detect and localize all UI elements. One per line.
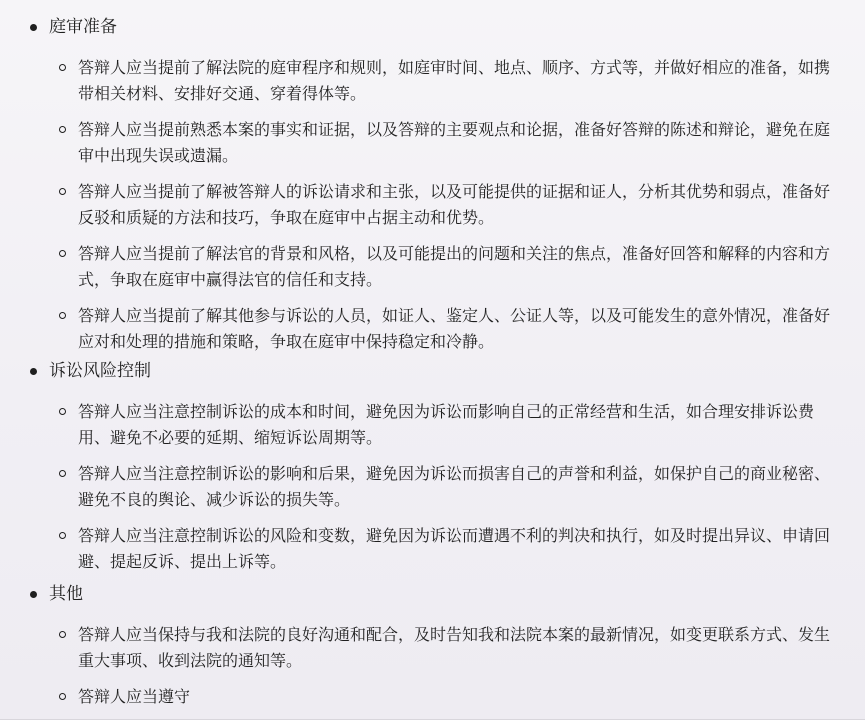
section-heading-text: 庭审准备: [49, 17, 117, 37]
list-item-text: 答辩人应当提前了解法院的庭审程序和规则，如庭审时间、地点、顺序、方式等，并做好相应的准备，如携带相关材料、安排好交通、穿着得体等。: [78, 58, 831, 103]
list-item: [0, 241, 865, 293]
bullet-circle-icon: [59, 408, 66, 415]
list-item-text: 答辩人应当遵守: [78, 687, 191, 706]
list-item: [0, 117, 865, 169]
section-litigation-risk-control: [0, 357, 865, 575]
list-item: [0, 303, 865, 355]
list-item: [0, 399, 865, 451]
section-heading-text: 诉讼风险控制: [49, 361, 151, 381]
list-item: [0, 622, 865, 674]
list-item-text: 答辩人应当注意控制诉讼的风险和变数，避免因为诉讼而遭遇不利的判决和执行，如及时提出异议、申请回避、提起反诉、提出上诉等。: [78, 526, 831, 571]
list-item: [0, 461, 865, 513]
list-item: [0, 523, 865, 575]
bullet-circle-icon: [59, 532, 66, 539]
bullet-circle-icon: [59, 631, 66, 638]
list-item-text: 答辩人应当提前了解法官的背景和风格，以及可能提出的问题和关注的焦点，准备好回答和解释的内容和方式，争取在庭审中赢得法官的信任和支持。: [78, 244, 831, 289]
list-item: [0, 179, 865, 231]
list-item-text: 答辩人应当提前熟悉本案的事实和证据，以及答辩的主要观点和论据，准备好答辩的陈述和辩论，避免在庭审中出现失误或遗漏。: [78, 120, 831, 165]
list-item-text: 答辩人应当保持与我和法院的良好沟通和配合，及时告知我和法院本案的最新情况，如变更联系方式、发生重大事项、收到法院的通知等。: [78, 625, 831, 670]
sub-list: [0, 55, 865, 355]
bullet-circle-icon: [59, 470, 66, 477]
sub-list: [0, 622, 865, 710]
section-other: [0, 580, 865, 710]
bullet-circle-icon: [59, 64, 66, 71]
bullet-dot-icon: [30, 368, 37, 375]
list-item: [0, 55, 865, 107]
bullet-dot-icon: [30, 591, 37, 598]
bullet-circle-icon: [59, 188, 66, 195]
list-item: [0, 684, 865, 710]
bullet-circle-icon: [59, 126, 66, 133]
section-heading: [0, 13, 865, 41]
section-heading: [0, 580, 865, 608]
sub-list: [0, 399, 865, 575]
section-heading: [0, 357, 865, 385]
list-item-text: 答辩人应当提前了解其他参与诉讼的人员，如证人、鉴定人、公证人等，以及可能发生的意外情况，准备好应对和处理的措施和策略，争取在庭审中保持稳定和冷静。: [78, 306, 831, 351]
list-item-text: 答辩人应当注意控制诉讼的成本和时间，避免因为诉讼而影响自己的正常经营和生活，如合理安排诉讼费用、避免不必要的延期、缩短诉讼周期等。: [78, 402, 815, 447]
section-court-preparation: [0, 13, 865, 355]
section-heading-text: 其他: [49, 584, 83, 604]
bullet-circle-icon: [59, 250, 66, 257]
list-item-text: 答辩人应当提前了解被答辩人的诉讼请求和主张，以及可能提供的证据和证人，分析其优势和弱点，准备好反驳和质疑的方法和技巧，争取在庭审中占据主动和优势。: [78, 182, 831, 227]
bullet-circle-icon: [59, 312, 66, 319]
bullet-circle-icon: [59, 693, 66, 700]
bullet-dot-icon: [30, 24, 37, 31]
list-item-text: 答辩人应当注意控制诉讼的影响和后果，避免因为诉讼而损害自己的声誉和利益，如保护自己的商业秘密、避免不良的舆论、减少诉讼的损失等。: [78, 464, 831, 509]
